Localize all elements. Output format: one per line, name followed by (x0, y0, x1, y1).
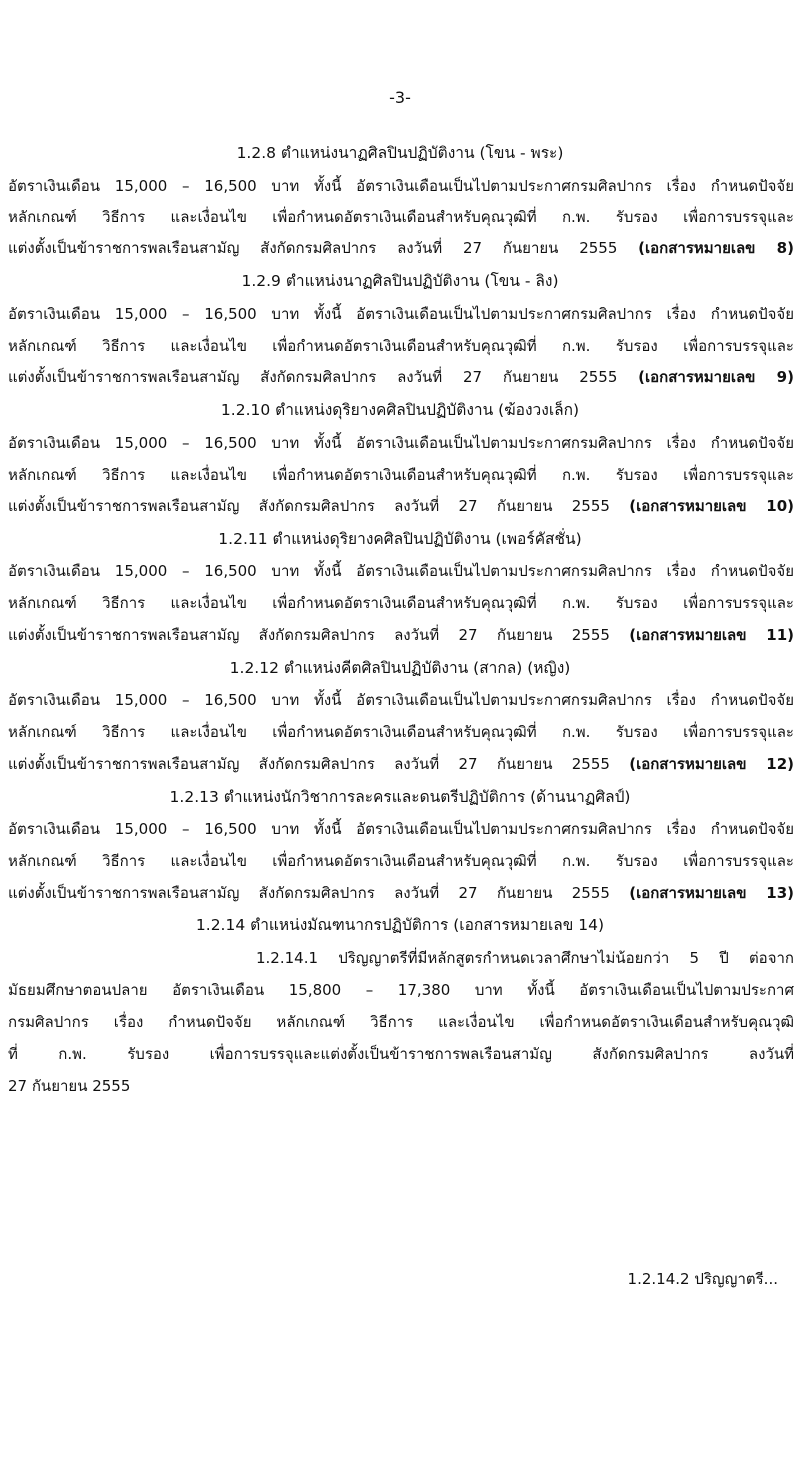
body-line: หลักเกณฑ์ วิธีการ และเงื่อนไข เพื่อกำหนดอัตราเงินเดือนสำหรับคุณวุฒิที่ ก.พ. รับรอง เพื่อการบรรจุและ (8, 466, 794, 484)
body-line (8, 754, 794, 774)
body-line: หลักเกณฑ์ วิธีการ และเงื่อนไข เพื่อกำหนดอัตราเงินเดือนสำหรับคุณวุฒิที่ ก.พ. รับรอง เพื่อการบรรจุและ (8, 208, 794, 226)
body-text: แต่งตั้งเป็นข้าราชการพลเรือนสามัญ สังกัดกรมศิลปากร ลงวันที่ 27 กันยายน 2555 (8, 239, 618, 257)
body-line: อัตราเงินเดือน 15,000 – 16,500 บาท ทั้งนี้ อัตราเงินเดือนเป็นไปตามประกาศกรมศิลปากร เรื่อง กำหนดปัจจัย (8, 305, 794, 323)
body-text: แต่งตั้งเป็นข้าราชการพลเรือนสามัญ สังกัดกรมศิลปากร ลงวันที่ 27 กันยายน 2555 (8, 497, 610, 515)
section-heading: 1.2.13 ตำแหน่งนักวิชาการละครและดนตรีปฏิบัติการ (ด้านนาฏศิลป์) (169, 788, 631, 806)
page-number: -3- (389, 88, 411, 107)
body-line (8, 883, 794, 903)
body-line: หลักเกณฑ์ วิธีการ และเงื่อนไข เพื่อกำหนดอัตราเงินเดือนสำหรับคุณวุฒิที่ ก.พ. รับรอง เพื่อการบรรจุและ (8, 594, 794, 612)
body-text: แต่งตั้งเป็นข้าราชการพลเรือนสามัญ สังกัดกรมศิลปากร ลงวันที่ 27 กันยายน 2555 (8, 368, 618, 386)
document-reference: (เอกสารหมายเลข 9) (638, 368, 794, 386)
body-line: อัตราเงินเดือน 15,000 – 16,500 บาท ทั้งนี้ อัตราเงินเดือนเป็นไปตามประกาศกรมศิลปากร เรื่อง กำหนดปัจจัย (8, 434, 794, 452)
body-line: ที่ ก.พ. รับรอง เพื่อการบรรจุและแต่งตั้งเป็นข้าราชการพลเรือนสามัญ สังกัดกรมศิลปากร ลงวันที่ (8, 1045, 794, 1063)
document-reference: (เอกสารหมายเลข 10) (629, 497, 794, 515)
section-heading: 1.2.11 ตำแหน่งดุริยางคศิลปินปฏิบัติงาน (เพอร์คัสชั่น) (218, 530, 582, 548)
body-line (8, 238, 794, 258)
body-line: 27 กันยายน 2555 (8, 1077, 131, 1095)
document-reference: (เอกสารหมายเลข 12) (629, 755, 794, 773)
body-text: แต่งตั้งเป็นข้าราชการพลเรือนสามัญ สังกัดกรมศิลปากร ลงวันที่ 27 กันยายน 2555 (8, 626, 610, 644)
section-heading: 1.2.10 ตำแหน่งดุริยางคศิลปินปฏิบัติงาน (ฆ้องวงเล็ก) (220, 401, 580, 419)
body-line (8, 367, 794, 387)
section-heading: 1.2.9 ตำแหน่งนาฏศิลปินปฏิบัติงาน (โขน - ลิง) (241, 272, 559, 290)
body-text: แต่งตั้งเป็นข้าราชการพลเรือนสามัญ สังกัดกรมศิลปากร ลงวันที่ 27 กันยายน 2555 (8, 884, 610, 902)
body-text: แต่งตั้งเป็นข้าราชการพลเรือนสามัญ สังกัดกรมศิลปากร ลงวันที่ 27 กันยายน 2555 (8, 755, 610, 773)
continuation-text: 1.2.14.2 ปริญญาตรี... (627, 1270, 778, 1288)
section-heading: 1.2.12 ตำแหน่งคีตศิลปินปฏิบัติงาน (สากล) (หญิง) (229, 659, 571, 677)
document-reference: (เอกสารหมายเลข 11) (629, 626, 794, 644)
body-line: กรมศิลปากร เรื่อง กำหนดปัจจัย หลักเกณฑ์ วิธีการ และเงื่อนไข เพื่อกำหนดอัตราเงินเดือนสำหรับคุณวุฒิ (8, 1013, 794, 1031)
body-line: หลักเกณฑ์ วิธีการ และเงื่อนไข เพื่อกำหนดอัตราเงินเดือนสำหรับคุณวุฒิที่ ก.พ. รับรอง เพื่อการบรรจุและ (8, 723, 794, 741)
section-heading: 1.2.8 ตำแหน่งนาฏศิลปินปฏิบัติงาน (โขน - พระ) (236, 144, 564, 162)
body-line (8, 625, 794, 645)
body-line: หลักเกณฑ์ วิธีการ และเงื่อนไข เพื่อกำหนดอัตราเงินเดือนสำหรับคุณวุฒิที่ ก.พ. รับรอง เพื่อการบรรจุและ (8, 337, 794, 355)
body-line: อัตราเงินเดือน 15,000 – 16,500 บาท ทั้งนี้ อัตราเงินเดือนเป็นไปตามประกาศกรมศิลปากร เรื่อง กำหนดปัจจัย (8, 820, 794, 838)
body-line: อัตราเงินเดือน 15,000 – 16,500 บาท ทั้งนี้ อัตราเงินเดือนเป็นไปตามประกาศกรมศิลปากร เรื่อง กำหนดปัจจัย (8, 691, 794, 709)
document-reference: (เอกสารหมายเลข 8) (638, 239, 794, 257)
body-line: มัธยมศึกษาตอนปลาย อัตราเงินเดือน 15,800 – 17,380 บาท ทั้งนี้ อัตราเงินเดือนเป็นไปตามประกาศ (8, 981, 794, 999)
body-line: หลักเกณฑ์ วิธีการ และเงื่อนไข เพื่อกำหนดอัตราเงินเดือนสำหรับคุณวุฒิที่ ก.พ. รับรอง เพื่อการบรรจุและ (8, 852, 794, 870)
body-line: อัตราเงินเดือน 15,000 – 16,500 บาท ทั้งนี้ อัตราเงินเดือนเป็นไปตามประกาศกรมศิลปากร เรื่อง กำหนดปัจจัย (8, 177, 794, 195)
body-line: อัตราเงินเดือน 15,000 – 16,500 บาท ทั้งนี้ อัตราเงินเดือนเป็นไปตามประกาศกรมศิลปากร เรื่อง กำหนดปัจจัย (8, 562, 794, 580)
subsection-line: 1.2.14.1 ปริญญาตรีที่มีหลักสูตรกำหนดเวลาศึกษาไม่น้อยกว่า 5 ปี ต่อจาก (256, 949, 794, 967)
section-heading: 1.2.14 ตำแหน่งมัณฑนากรปฏิบัติการ (เอกสารหมายเลข 14) (195, 916, 605, 934)
document-reference: (เอกสารหมายเลข 13) (629, 884, 794, 902)
body-line (8, 496, 794, 516)
